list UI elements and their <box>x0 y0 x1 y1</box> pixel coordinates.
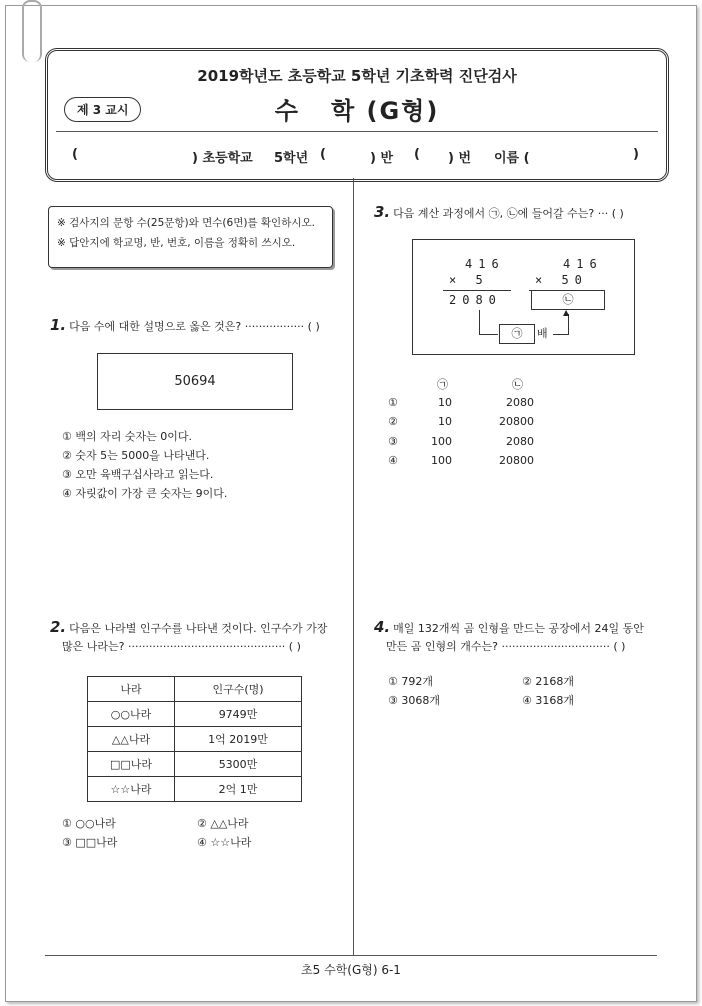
question-text-cont: 만든 곰 인형의 개수는? ······························· ( ) <box>386 640 626 653</box>
number-field-open: ( <box>414 147 420 162</box>
class-field: ) 반 <box>370 151 394 166</box>
question-text: 매일 132개씩 곰 인형을 만드는 공장에서 24일 동안 <box>393 622 644 635</box>
right-multiplier: × 50 <box>535 273 588 287</box>
q3-option-1-mark[interactable]: ① <box>388 396 398 409</box>
header-divider <box>56 131 658 132</box>
left-rule <box>443 290 511 291</box>
question-text: 다음 수에 대한 설명으로 옳은 것은? ················· ( ) <box>69 320 320 333</box>
q4-option-2[interactable]: ② 2168개 <box>522 675 574 688</box>
period-badge: 제 3 교시 <box>64 97 141 122</box>
paper-clip-icon <box>22 0 42 62</box>
right-multiplicand: 416 <box>563 257 603 271</box>
question-1 <box>50 316 340 336</box>
school-field-open: ( <box>72 147 78 162</box>
number-box: 50694 <box>97 353 293 410</box>
question-3 <box>374 203 674 223</box>
blank-a-box: ㉠ <box>499 324 535 344</box>
question-number: 4. <box>374 618 391 636</box>
question-text: 다음 계산 과정에서 ㉠, ㉡에 들어갈 수는? ··· ( ) <box>393 207 624 220</box>
q3-option-3-mark[interactable]: ③ <box>388 435 398 448</box>
table-header: 나라 <box>88 677 175 702</box>
name-field-close: ) <box>633 147 639 162</box>
question-number: 2. <box>50 618 67 636</box>
page-footer: 초5 수학(G형) 6-1 <box>301 963 401 977</box>
q3-option-2-a: 10 <box>438 415 452 428</box>
q2-option-4[interactable]: ④ ☆☆나라 <box>197 836 252 849</box>
q1-option-2[interactable]: ② 숫자 5는 5000을 나타낸다. <box>62 449 210 462</box>
blank-b-box: ㉡ <box>531 290 605 310</box>
q1-option-1[interactable]: ① 백의 자리 숫자는 0이다. <box>62 430 192 443</box>
arrow-line-left <box>479 310 498 335</box>
q3-option-2-b: 20800 <box>499 415 534 428</box>
q3-option-3-a: 100 <box>431 435 452 448</box>
population-table <box>87 676 302 802</box>
table-cell: 2억 1만 <box>175 777 302 802</box>
q1-option-3[interactable]: ③ 오만 육백구십사라고 읽는다. <box>62 468 214 481</box>
q4-option-4[interactable]: ④ 3168개 <box>522 694 574 707</box>
q3-option-3-b: 2080 <box>506 435 534 448</box>
name-field: 이름 ( <box>494 151 530 166</box>
left-multiplier: × 5 <box>449 273 489 287</box>
arrow-line-right <box>553 314 569 335</box>
notice-line: ※ 검사지의 문항 수(25문항)와 면수(6면)를 확인하시오. <box>57 217 315 229</box>
table-cell: ○○나라 <box>88 702 175 727</box>
question-number: 1. <box>50 316 67 334</box>
q2-option-2[interactable]: ② △△나라 <box>197 817 249 830</box>
q2-option-1[interactable]: ① ○○나라 <box>62 817 116 830</box>
notice-box <box>48 206 333 268</box>
q3-option-4-b: 20800 <box>499 454 534 467</box>
question-2 <box>50 618 345 656</box>
q4-option-1[interactable]: ① 792개 <box>388 675 433 688</box>
question-4 <box>374 618 674 656</box>
question-text-cont: 많은 나라는? ············································· ( ) <box>62 640 301 653</box>
column-divider <box>353 178 354 956</box>
q3-option-4-mark[interactable]: ④ <box>388 454 398 467</box>
q3-option-2-mark[interactable]: ② <box>388 415 398 428</box>
q4-option-3[interactable]: ③ 3068개 <box>388 694 440 707</box>
table-cell: △△나라 <box>88 727 175 752</box>
table-cell: 5300만 <box>175 752 302 777</box>
q2-option-3[interactable]: ③ □□나라 <box>62 836 118 849</box>
number-field: ) 번 <box>448 151 472 166</box>
arrow-up-icon: ▲ <box>563 308 570 317</box>
exam-header <box>45 48 669 182</box>
table-header: 인구수(명) <box>175 677 302 702</box>
notice-line: ※ 답안지에 학교명, 반, 번호, 이름을 정확히 쓰시오. <box>57 237 296 249</box>
table-cell: 1억 2019만 <box>175 727 302 752</box>
times-label: 배 <box>537 327 548 340</box>
question-number: 3. <box>374 203 391 221</box>
exam-title: 2019학년도 초등학교 5학년 기초학력 진단검사 <box>197 67 517 85</box>
left-result: 2080 <box>449 293 502 307</box>
footer-divider <box>45 955 657 956</box>
q1-option-4[interactable]: ④ 자릿값이 가장 큰 숫자는 9이다. <box>62 487 228 500</box>
left-multiplicand: 416 <box>465 257 505 271</box>
table-cell: ☆☆나라 <box>88 777 175 802</box>
q3-option-4-a: 100 <box>431 454 452 467</box>
class-field-open: ( <box>320 147 326 162</box>
table-cell: 9749만 <box>175 702 302 727</box>
question-text: 다음은 나라별 인구수를 나타낸 것이다. 인구수가 가장 <box>69 622 328 635</box>
table-cell: □□나라 <box>88 752 175 777</box>
col-header-b: ㉡ <box>512 378 523 391</box>
calculation-box <box>412 239 635 355</box>
q3-option-1-b: 2080 <box>506 396 534 409</box>
subject-title: 수 학 (G형) <box>274 97 440 125</box>
grade-label: 5학년 <box>274 151 309 166</box>
school-field: ) 초등학교 <box>192 151 253 166</box>
col-header-a: ㉠ <box>437 378 448 391</box>
q3-option-1-a: 10 <box>438 396 452 409</box>
